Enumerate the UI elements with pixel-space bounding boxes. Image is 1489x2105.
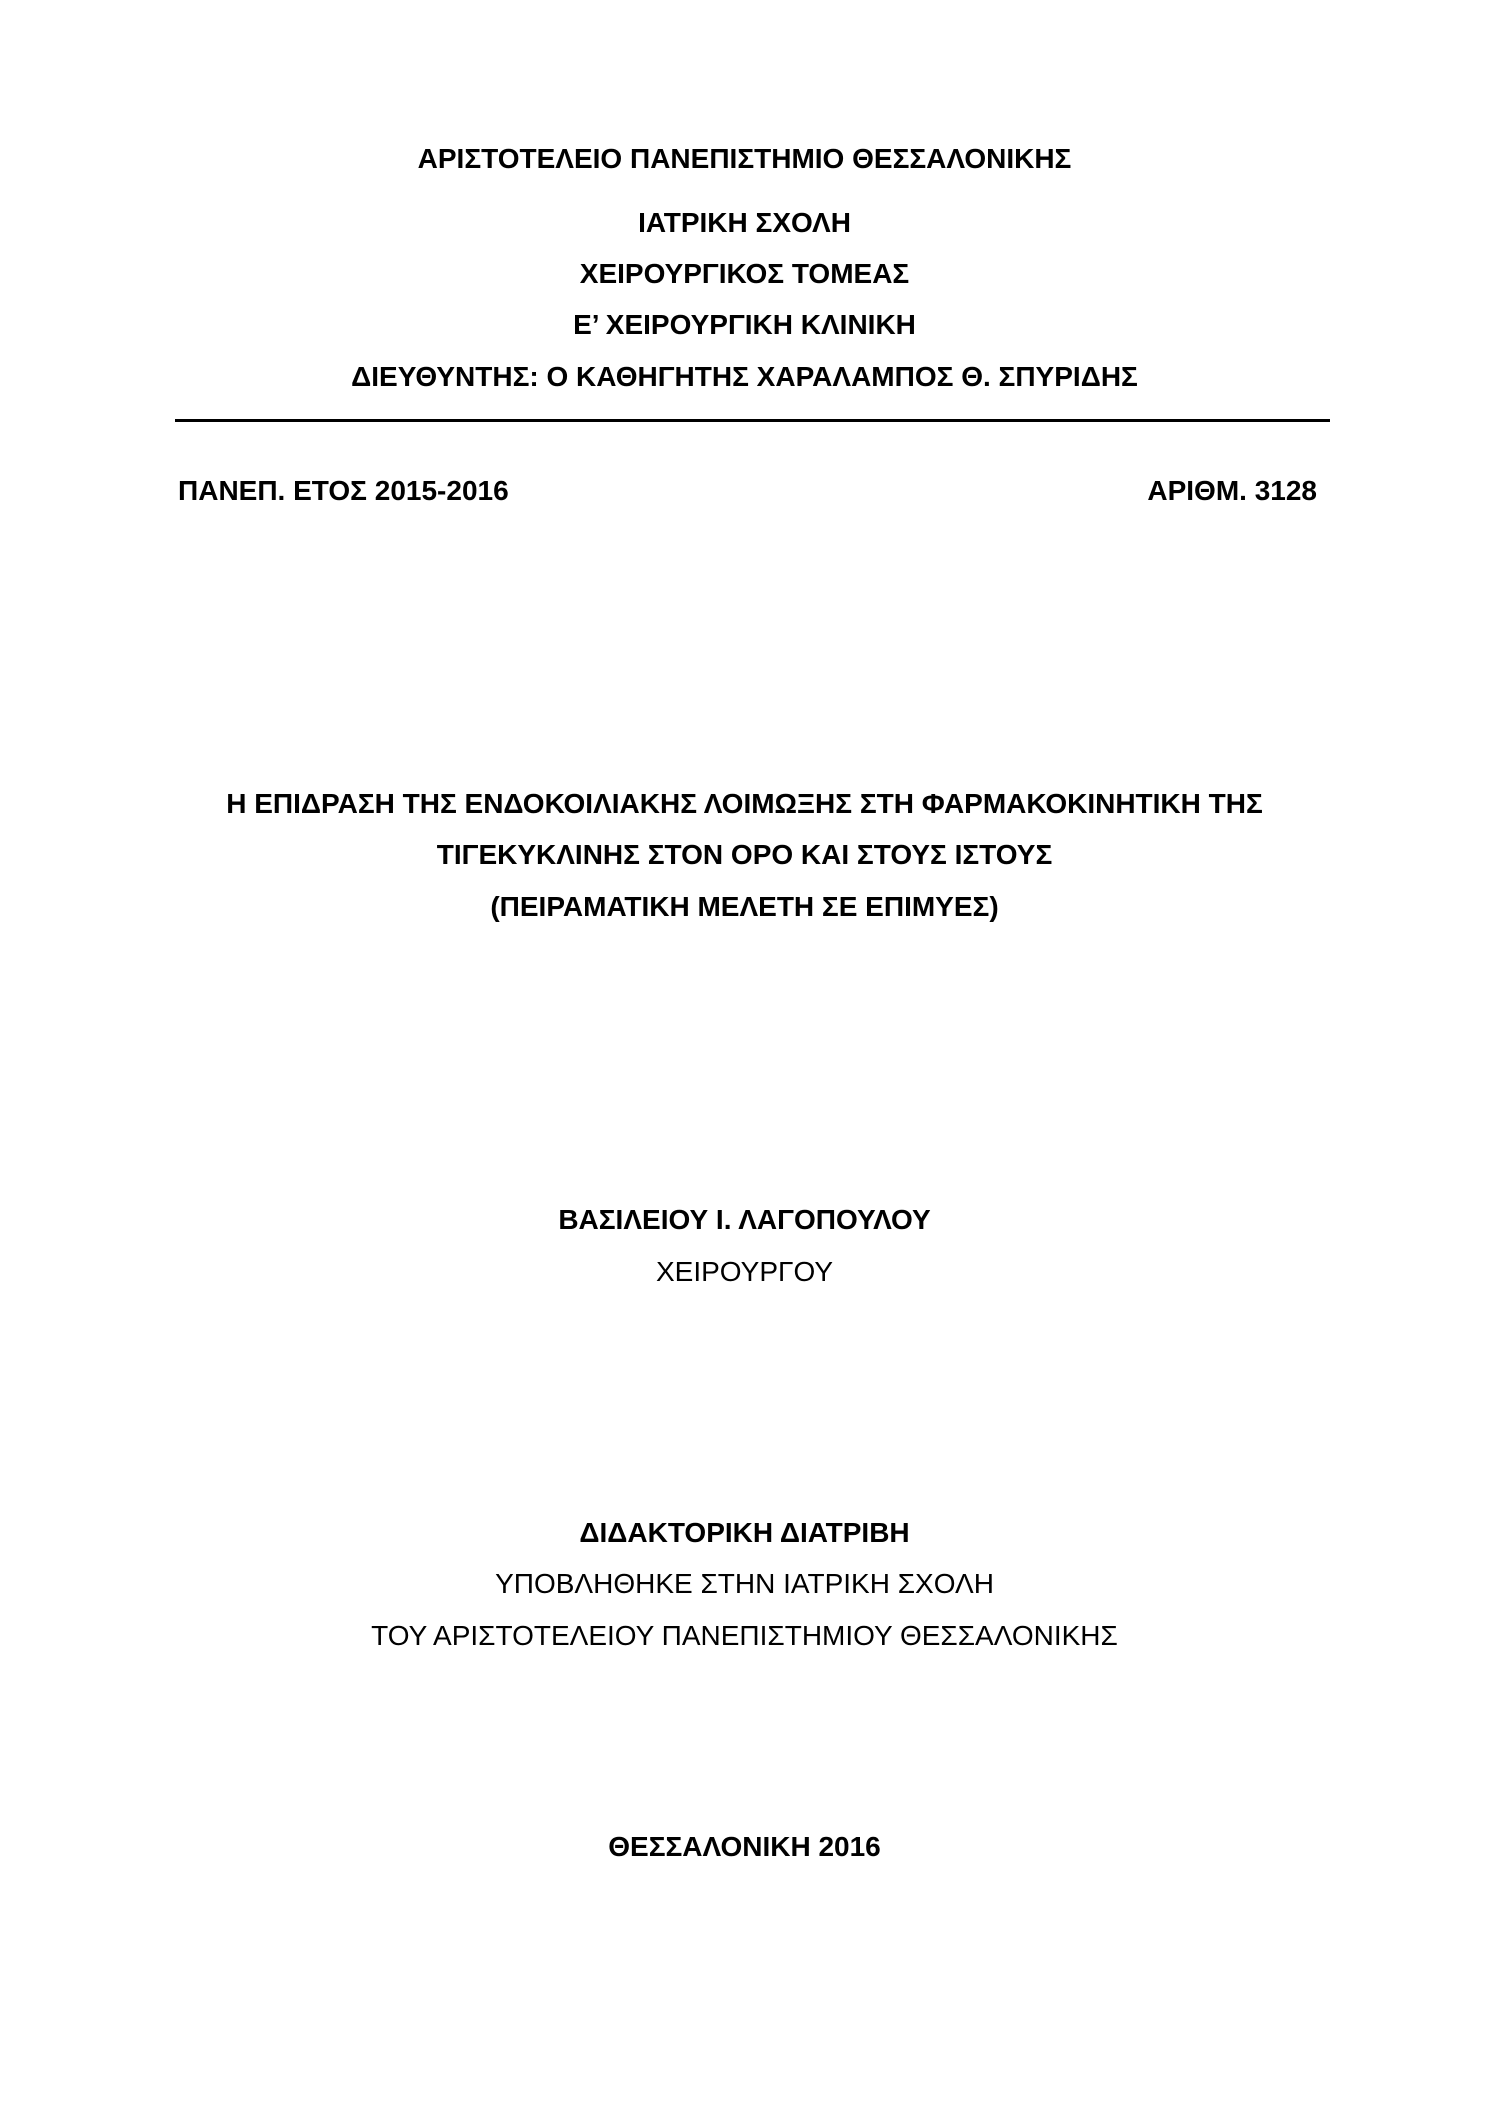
thesis-type: ΔΙΔΑΚΤΟΡΙΚΗ ΔΙΑΤΡΙΒΗ — [579, 1517, 910, 1548]
author-profession: ΧΕΙΡΟΥΡΓΟΥ — [655, 1256, 833, 1287]
header-divider — [175, 419, 1330, 422]
clinic-name: Ε’ ΧΕΙΡΟΥΡΓΙΚΗ ΚΛΙΝΙΚΗ — [573, 309, 916, 340]
director-line: ΔΙΕΥΘΥΝΤΗΣ: Ο ΚΑΘΗΓΗΤΗΣ ΧΑΡΑΛΑΜΠΟΣ Θ. ΣΠΥΡΙΔΗΣ — [351, 361, 1138, 392]
author-name: ΒΑΣΙΛΕΙΟΥ Ι. ΛΑΓΟΠΟΥΛΟΥ — [558, 1204, 931, 1235]
submission-line-2: ΤΟΥ ΑΡΙΣΤΟΤΕΛΕΙΟΥ ΠΑΝΕΠΙΣΤΗΜΙΟΥ ΘΕΣΣΑΛΟΝΙΚΗΣ — [371, 1620, 1118, 1651]
thesis-number: ΑΡΙΘΜ. 3128 — [1147, 475, 1317, 506]
sector-name: ΧΕΙΡΟΥΡΓΙΚΟΣ ΤΟΜΕΑΣ — [579, 258, 910, 289]
academic-year: ΠΑΝΕΠ. ΕΤΟΣ 2015-2016 — [178, 475, 509, 506]
submission-line-1: ΥΠΟΒΛΗΘΗΚΕ ΣΤΗΝ ΙΑΤΡΙΚΗ ΣΧΟΛΗ — [495, 1568, 994, 1599]
thesis-title-line-1: Η ΕΠΙΔΡΑΣΗ ΤΗΣ ΕΝΔΟΚΟΙΛΙΑΚΗΣ ΛΟΙΜΩΞΗΣ ΣΤΗ ΦΑΡΜΑΚΟΚΙΝΗΤΙΚΗ ΤΗΣ — [226, 788, 1263, 819]
thesis-subtitle: (ΠΕΙΡΑΜΑΤΙΚΗ ΜΕΛΕΤΗ ΣΕ ΕΠΙΜΥΕΣ) — [490, 891, 999, 922]
thesis-title-line-2: ΤΙΓΕΚΥΚΛΙΝΗΣ ΣΤΟΝ ΟΡΟ ΚΑΙ ΣΤΟΥΣ ΙΣΤΟΥΣ — [436, 839, 1053, 870]
place-year: ΘΕΣΣΑΛΟΝΙΚΗ 2016 — [608, 1831, 881, 1862]
university-name: ΑΡΙΣΤΟΤΕΛΕΙΟ ΠΑΝΕΠΙΣΤΗΜΙΟ ΘΕΣΣΑΛΟΝΙΚΗΣ — [417, 143, 1072, 174]
school-name: ΙΑΤΡΙΚΗ ΣΧΟΛΗ — [638, 207, 851, 238]
